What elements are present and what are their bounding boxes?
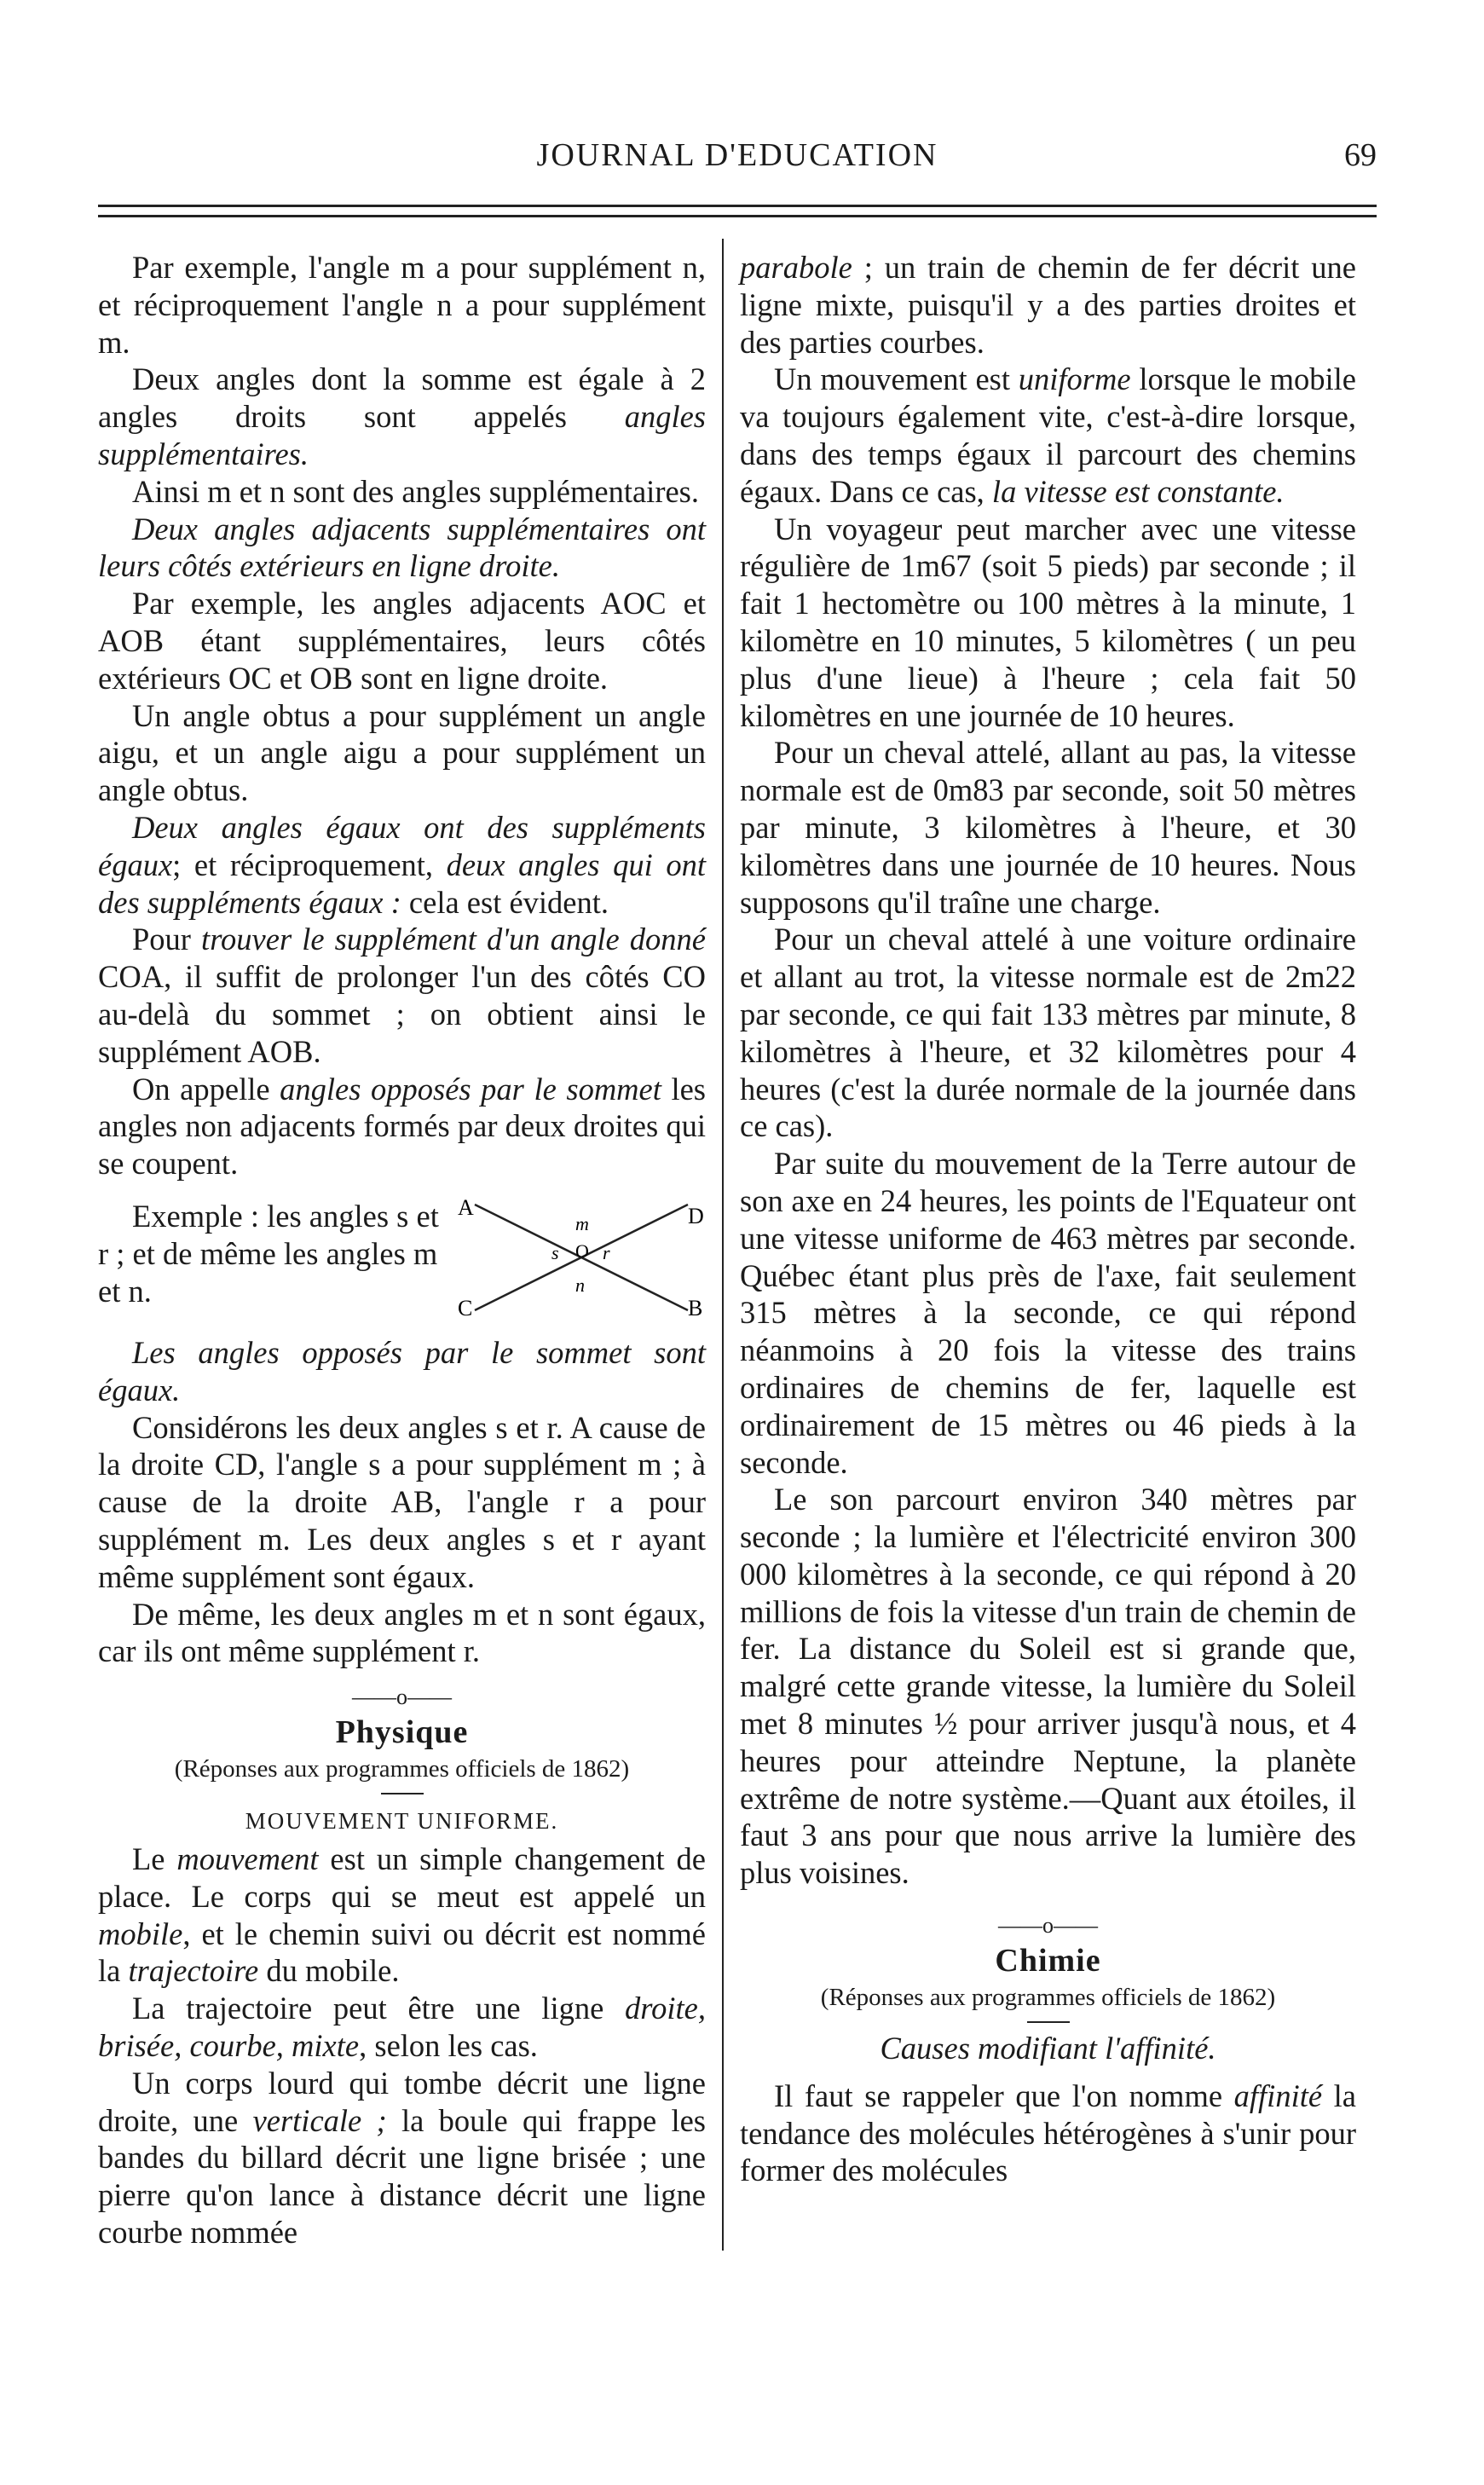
example-with-figure [98,1198,706,1317]
column-divider [722,239,724,2251]
paragraph: Par exemple, les angles adjacents AOC et AOB étant supplémentaires, leurs côtés extérieurs OC et OB sont en ligne droite. [98,586,706,696]
section-title-physique: Physique [335,1714,469,1751]
paragraph: Un corps lourd qui tombe décrit une ligne droite, une verticale ; la boule qui frappe les bandes du billard décrit une ligne brisée ; une pierre qu'on lance à distance décrit une ligne courbe nommée [98,2065,706,2251]
paragraph: Considérons les deux angles s et r. A cause de la droite CD, l'angle s a pour supplément m ; à cause de la droite AB, l'angle r a pour supplément m. Les deux angles s et r ayant même supplément sont égaux. [98,1409,706,1594]
left-column [98,249,706,2251]
paragraph: Le son parcourt environ 340 mètres par seconde ; la lumière et l'électricité environ 300 000 kilomètres à la seconde, ce qui répond à 20 millions de fois la vitesse d'un train de chemin de fer. La distance du Soleil est si grande que, malgré cette grande vitesse, la lumière du Soleil met 8 minutes ½ pour arriver jusqu'à nous, et 4 heures pour atteindre Neptune, la planète extrême de notre système.—Quant aux étoiles, il faut 3 ans pour que nous arrive la lumière des plus voisines. [740,1482,1356,1891]
journal-title: JOURNAL D'EDUCATION [536,137,938,173]
paragraph: De même, les deux angles m et n sont égaux, car ils ont même supplément r. [98,1596,706,1669]
section-separator: ——o—— [352,1685,452,1710]
paragraph: Un angle obtus a pour supplément un angle aigu, et un angle aigu a pour supplément un angle obtus. [98,697,706,808]
section-separator: ——o—— [998,1913,1098,1939]
right-column [740,249,1356,2189]
theorem: Les angles opposés par le sommet sont égaux. [98,1334,706,1407]
section-subtitle: (Réponses aux programmes officiels de 1862) [820,1984,1276,2012]
page-number: 69 [1344,137,1377,173]
theorem: Deux angles égaux ont des suppléments égaux; et réciproquement, deux angles qui ont des suppléments égaux : cela est évident. [98,809,706,920]
label-r: r [603,1241,610,1263]
short-rule [1027,2021,1070,2023]
paragraph: Exemple : les angles s et r ; et de même les angles m et n. [98,1198,439,1309]
section-subtitle: (Réponses aux programmes officiels de 1862) [174,1755,630,1783]
opposite-angles-figure [456,1198,706,1317]
paragraph: Par suite du mouvement de la Terre autour de son axe en 24 heures, les points de l'Equateur ont une vitesse uniforme de 463 mètres par seconde. Québec étant plus près de l'axe, fait seulement 315 mètres à la seconde, ce qui répond néanmoins à 20 fois la vitesse des trains ordinaires de chemins de fer, laquelle est ordinairement de 15 mètres ou 46 pieds à la seconde. [740,1146,1356,1480]
label-m: m [575,1212,589,1234]
label-n: n [575,1274,585,1296]
label-A: A [458,1197,474,1220]
running-header [98,136,1377,188]
paragraph: Pour trouver le supplément d'un angle donné COA, il suffit de prolonger l'un des côtés CO au-delà du sommet ; on obtient ainsi le supplément AOB. [98,922,706,1069]
paragraph: Le mouvement est un simple changement de place. Le corps qui se meut est appelé un mobile, et le chemin suivi ou décrit est nommé la trajectoire du mobile. [98,1841,706,1989]
label-C: C [458,1295,473,1317]
header-rule-bottom [98,215,1377,217]
paragraph: On appelle angles opposés par le sommet les angles non adjacents formés par deux droites qui se coupent. [98,1071,707,1182]
paragraph: Pour un cheval attelé à une voiture ordinaire et allant au trot, la vitesse normale est de 2m22 par seconde, ce qui fait 133 mètres par minute, 8 kilomètres à l'heure, et 32 kilomètres pour 4 heures (c'est la durée normale de la journée dans ce cas). [740,922,1356,1144]
paragraph: Deux angles dont la somme est égale à 2 angles droits sont appelés angles supplémentaires. [98,361,706,471]
subsection-heading: Causes modifiant l'affinité. [880,2031,1216,2066]
label-D: D [688,1203,704,1228]
paragraph: La trajectoire peut être une ligne droite, brisée, courbe, mixte, selon les cas. [98,1991,706,2064]
label-B: B [688,1295,703,1317]
paragraph: Un mouvement est uniforme lorsque le mobile va toujours également vite, c'est-à-dire lorsque, dans des temps égaux il parcourt des chemins égaux. Dans ce cas, la vitesse est constante. [740,361,1357,509]
theorem: Deux angles adjacents supplémentaires ont leurs côtés extérieurs en ligne droite. [98,511,706,584]
paragraph: Il faut se rappeler que l'on nomme affinité la tendance des molécules hétérogènes à s'unir pour former des molécules [740,2078,1356,2188]
paragraph: parabole ; un train de chemin de fer décrit une ligne mixte, puisqu'il y a des parties droites et des parties courbes. [740,250,1356,360]
subsection-heading: MOUVEMENT UNIFORME. [245,1808,559,1835]
header-rule-top [98,205,1377,207]
paragraph: Pour un cheval attelé, allant au pas, la vitesse normale est de 0m83 par seconde, soit 50 mètres par minute, 3 kilomètres à l'heure, et 30 kilomètres dans une journée de 10 heures. Nous supposons qu'il traîne une charge. [740,735,1356,920]
section-title-chimie: Chimie [995,1943,1101,1979]
label-O: O [575,1240,589,1262]
label-s: s [551,1241,559,1263]
paragraph: Un voyageur peut marcher avec une vitesse régulière de 1m67 (soit 5 pieds) par seconde ; il fait 1 hectomètre ou 100 mètres à la minute, 1 kilomètre en 10 minutes, 5 kilomètres ( un peu plus d'une lieue) à l'heure ; cela fait 50 kilomètres en une journée de 10 heures. [740,511,1356,733]
paragraph: Par exemple, l'angle m a pour supplément n, et réciproquement l'angle n a pour supplément m. [98,250,706,360]
paragraph: Ainsi m et n sont des angles supplémentaires. [132,473,700,509]
short-rule [381,1793,424,1794]
